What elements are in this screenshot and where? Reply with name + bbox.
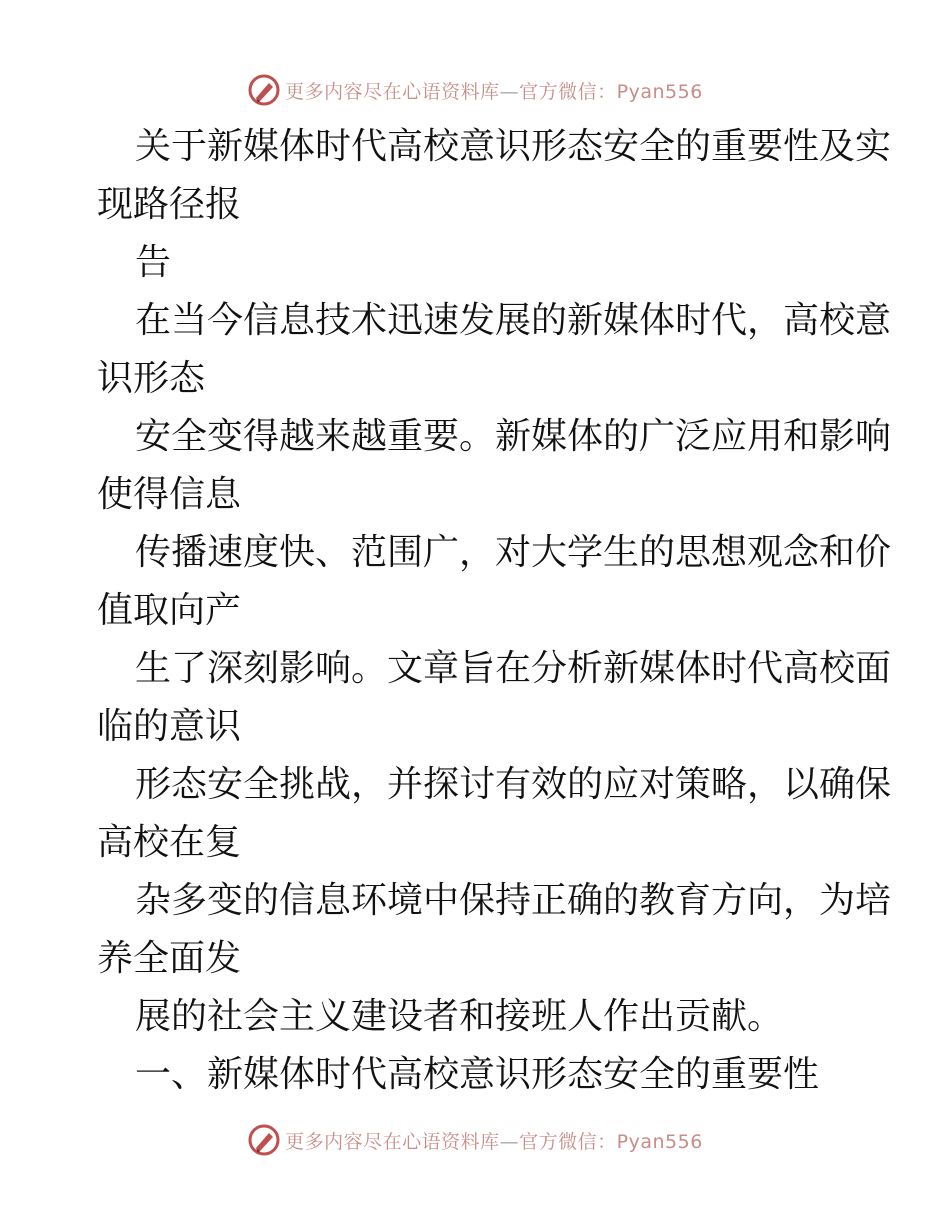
line-text: 关于新媒体时代高校意识形态安全的重要性及实	[135, 126, 892, 167]
watermark-tail-text: 官方微信：Pyan556	[519, 1130, 703, 1153]
line-continuation: 识形态	[97, 358, 206, 399]
line-text: 生了深刻影响。文章旨在分析新媒体时代高校面	[135, 648, 892, 689]
paragraph-line-8	[97, 872, 892, 988]
pen-logo-icon	[247, 73, 281, 107]
watermark-dash: —	[499, 1130, 520, 1153]
line-continuation: 临的意识	[97, 706, 242, 747]
line-text: 形态安全挑战，并探讨有效的应对策略，以确保	[135, 764, 892, 805]
watermark-dash: —	[499, 80, 520, 103]
line-text: 告	[135, 242, 172, 283]
paragraph-line-3	[97, 292, 892, 408]
line-text: 杂多变的信息环境中保持正确的教育方向，为培	[135, 880, 892, 921]
paragraph-line-6	[97, 640, 892, 756]
section-heading: 一、新媒体时代高校意识形态安全的重要性	[135, 1054, 820, 1095]
paragraph-line-9	[97, 988, 857, 1046]
paragraph-line-7	[97, 756, 892, 872]
line-continuation: 现路径报	[97, 184, 242, 225]
paragraph-line-4	[97, 408, 892, 524]
paragraph-line-2	[97, 234, 857, 292]
line-text: 安全变得越来越重要。新媒体的广泛应用和影响	[135, 416, 892, 457]
line-continuation: 养全面发	[97, 938, 242, 979]
line-continuation: 值取向产	[97, 590, 242, 631]
paragraph-line-1	[97, 118, 892, 234]
line-continuation: 高校在复	[97, 822, 242, 863]
line-text: 在当今信息技术迅速发展的新媒体时代，高校意	[135, 300, 892, 341]
line-text: 传播速度快、范围广，对大学生的思想观念和价	[135, 532, 892, 573]
watermark-main-text: 更多内容尽在心语资料库	[285, 1130, 500, 1153]
line-text: 展的社会主义建设者和接班人作出贡献。	[135, 996, 784, 1037]
document-body	[97, 118, 892, 1104]
pen-logo-icon	[247, 1123, 281, 1157]
line-continuation: 使得信息	[97, 474, 242, 515]
paragraph-line-5	[97, 524, 892, 640]
footer-watermark	[0, 1120, 950, 1160]
watermark-tail-text: 官方微信：Pyan556	[519, 80, 703, 103]
header-watermark	[0, 70, 950, 110]
watermark-main-text: 更多内容尽在心语资料库	[285, 80, 500, 103]
